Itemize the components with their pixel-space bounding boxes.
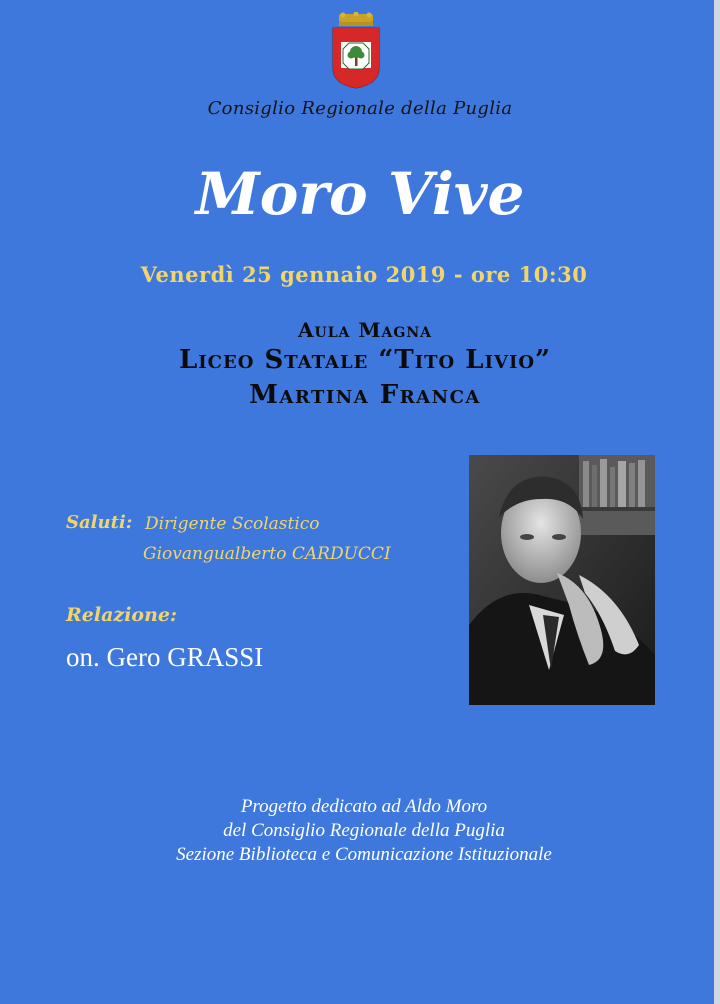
council-name: Consiglio Regionale della Puglia (207, 98, 513, 119)
saluti-name: Giovangualberto CARDUCCI (143, 544, 391, 564)
relazione-label: Relazione: (66, 604, 178, 626)
event-date-time: Venerdì 25 gennaio 2019 - ore 10:30 (140, 262, 588, 287)
event-title: Moro Vive (195, 160, 525, 228)
venue-city: Martina Franca (249, 380, 481, 410)
coat-of-arms-icon (327, 12, 385, 90)
venue-school: Liceo Statale “Tito Livio” (178, 345, 552, 375)
saluti-label: Saluti: (66, 512, 133, 533)
relazione-speaker: on. Gero GRASSI (66, 642, 264, 672)
venue-hall: Aula Magna (297, 318, 432, 342)
saluti-role: Dirigente Scolastico (145, 514, 320, 534)
footer-line-3: Sezione Biblioteca e Comunicazione Istituzionale (176, 844, 552, 865)
portrait-photo (469, 455, 655, 705)
footer-line-2: del Consiglio Regionale della Puglia (223, 820, 505, 841)
footer-line-1: Progetto dedicato ad Aldo Moro (240, 796, 488, 817)
